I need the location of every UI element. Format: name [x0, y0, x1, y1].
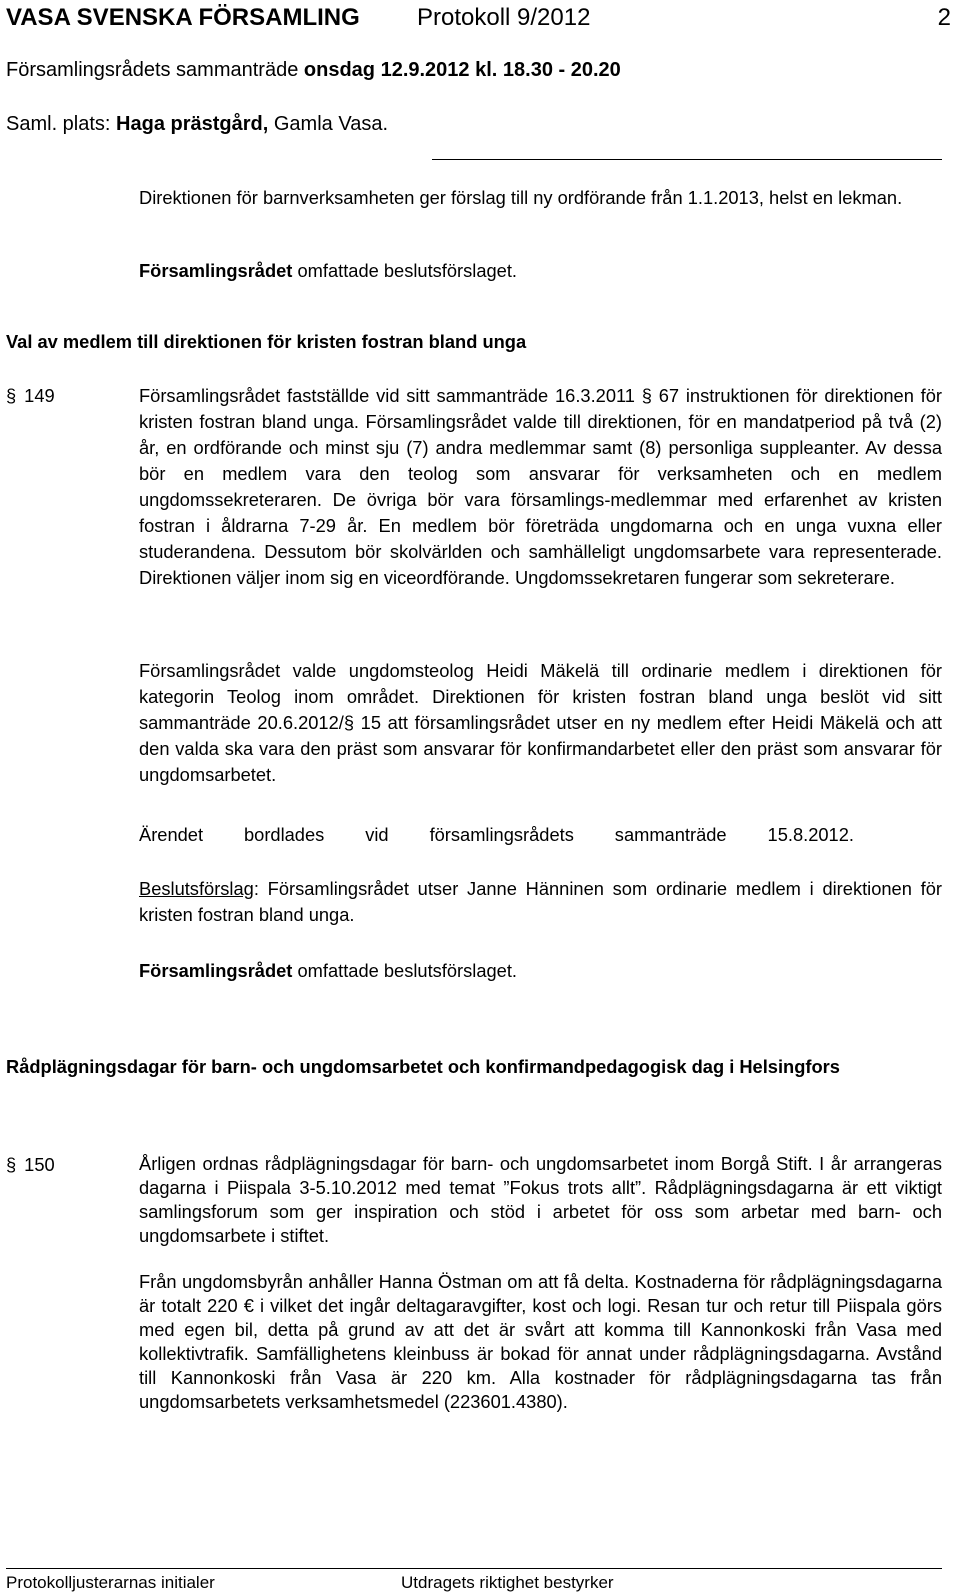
s149-paragraph-1: Församlingsrådet fastställde vid sitt sammanträde 16.3.2011 § 67 instruktionen för direktionen för kristen fostran bland unga. Församlingsrådet valde till direktionen, för en mandatperiod på två (2) år, en ordförande och minst sju (7) andra medlemmar samt (8) personliga suppleanter. Av dessa bör en medlem vara den teolog som ansvarar för verksamheten och en medlem ungdomssekreteraren. De övriga bör vara församlings-medlemmar med erfarenhet av kristen fostran i åldrarna 7-29 år. En medlem bör företräda ungdomarna och en unga vuxna eller studerandena. Dessutom bör skolvärlden och samhälleligt ungdomsarbete vara representerade. Direktionen väljer inom sig en viceordförande. Ungdomssekretaren fungerar som sekreterare. — [139, 385, 942, 588]
organization-name: VASA SVENSKA FÖRSAMLING — [6, 4, 360, 31]
tabled-word: 15.8.2012. — [767, 824, 854, 845]
s149-tabled — [139, 822, 942, 848]
s150-heading: Rådplägningsdagar för barn- och ungdomsarbetet och konfirmandpedagogisk dag i Helsingfors — [6, 1056, 840, 1077]
section-sign-icon: § — [6, 1154, 17, 1175]
footer-certification: Utdragets riktighet bestyrker — [401, 1573, 614, 1592]
s149-number-value: 149 — [24, 385, 55, 406]
s148-proposal: Direktionen för barnverksamheten ger förslag till ny ordförande från 1.1.2013, helst en lekman. — [139, 187, 903, 208]
s148-decision-text: omfattade beslutsförslaget. — [297, 260, 517, 281]
s149-heading: Val av medlem till direktionen för kristen fostran bland unga — [6, 331, 527, 352]
footer-rule — [6, 1568, 942, 1569]
place-rest: Gamla Vasa. — [273, 113, 388, 135]
section-sign-icon: § — [6, 385, 17, 406]
s149-proposal-text: : Församlingsrådet utser Janne Hänninen som ordinarie medlem i direktionen för kristen fostran bland unga. — [139, 878, 942, 925]
tabled-word: Ärendet — [139, 824, 204, 845]
s149-decision — [139, 958, 942, 984]
s150-number — [6, 1152, 55, 1178]
meeting-date: onsdag 12.9.2012 kl. 18.30 - 20.20 — [303, 59, 621, 81]
s149-decision-text: omfattade beslutsförslaget. — [297, 960, 517, 981]
s150-number-value: 150 — [24, 1154, 55, 1175]
place-prefix: Saml. plats: — [6, 113, 111, 135]
s149-tabled-line — [139, 822, 854, 848]
tabled-word: församlingsrådets — [429, 824, 574, 845]
s148-decision-subject: Församlingsrådet — [139, 260, 293, 281]
tabled-word: sammanträde — [614, 824, 727, 845]
s149-paragraph-2: Församlingsrådet valde ungdomsteolog Heidi Mäkelä till ordinarie medlem i direktionen för kategorin Teolog inom området. Direktionen för kristen fostran bland unga beslöt vid sitt sammanträde 20.6.2012/§ 15 att församlingsrådet utser en ny medlem efter Heidi Mäkelä och att den valda ska vara den präst som ansvarar för konfirmandarbetet eller den präst som ansvarar för ungdomsarbetet. — [139, 660, 942, 785]
page-number: 2 — [937, 4, 951, 31]
s150-paragraph-1: Årligen ordnas rådplägningsdagar för barn- och ungdomsarbetet inom Borgå Stift. I år arrangeras dagarna i Piispala 3-5.10.2012 med temat ”Fokus trots allt”. Rådplägningsdagarna är ett viktigt samlingsforum som ger inspiration och stöd i arbetet för oss som arbetar med barn- och ungdomsarbete i stiftet. — [139, 1153, 942, 1246]
s149-proposal — [139, 876, 942, 928]
s149-number — [6, 383, 55, 409]
s149-proposal-label: Beslutsförslag — [139, 878, 254, 899]
s148-decision — [139, 258, 942, 284]
footer-initials: Protokolljusterarnas initialer — [6, 1573, 215, 1592]
header-rule — [432, 159, 942, 160]
page-header — [6, 2, 951, 34]
meeting-prefix: Församlingsrådets sammanträde — [6, 59, 299, 81]
place-name: Haga prästgård, — [116, 113, 269, 135]
tabled-word: bordlades — [243, 824, 325, 845]
meeting-line — [6, 59, 621, 82]
s149-decision-subject: Församlingsrådet — [139, 960, 293, 981]
place-line — [6, 113, 388, 136]
s150-paragraph-2: Från ungdomsbyrån anhåller Hanna Östman om att få delta. Kostnaderna för rådplägningsdagarna är totalt 220 € i vilket det ingår deltagaravgifter, kost och logi. Resan tur och retur till Piispala görs med egen bil, detta på grund av att det är svårt att komma till Kannonkoski från Vasa med kollektivtrafik. Samfällighetens kleinbuss är bokad för annat under rådplägningsdagarna. Avstånd till Kannonkoski från Vasa är 220 km. Alla kostnader för rådplägningsdagarna tas från ungdomsarbetets verksamhetsmedel (223601.4380). — [139, 1271, 942, 1412]
tabled-word: vid — [365, 824, 389, 845]
protocol-number: Protokoll 9/2012 — [417, 4, 591, 31]
